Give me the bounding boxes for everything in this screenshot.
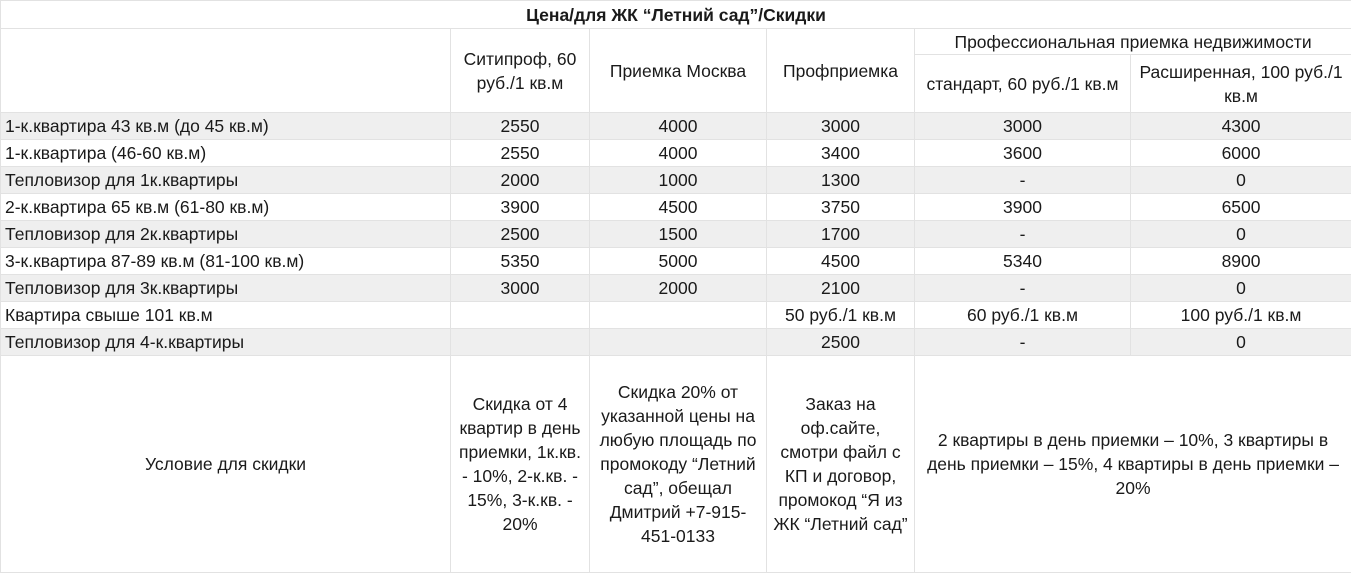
group-header-professional[interactable]: Профессиональная приемка недвижимости: [915, 29, 1351, 55]
table-cell[interactable]: [451, 329, 590, 356]
title-row: [1, 1, 1351, 29]
table-row: [1, 302, 1351, 329]
table-title[interactable]: Цена/для ЖК “Летний сад”/Скидки: [1, 1, 1351, 29]
discount-sitiprof[interactable]: Скидка от 4 квартир в день приемки, 1к.кв. - 10%, 2-к.кв. - 15%, 3-к.кв. - 20%: [451, 356, 590, 573]
col-header-sitiprof[interactable]: Ситипроф, 60 руб./1 кв.м: [451, 29, 590, 113]
row-label[interactable]: Тепловизор для 4-к.квартиры: [1, 329, 451, 356]
table-cell[interactable]: 2100: [767, 275, 915, 302]
table-cell[interactable]: 5000: [590, 248, 767, 275]
table-cell[interactable]: 3000: [451, 275, 590, 302]
col-header-standard[interactable]: стандарт, 60 руб./1 кв.м: [915, 55, 1131, 113]
table-row: [1, 113, 1351, 140]
table-cell[interactable]: 1300: [767, 167, 915, 194]
table-cell[interactable]: 5340: [915, 248, 1131, 275]
discount-professional[interactable]: 2 квартиры в день приемки – 10%, 3 квартиры в день приемки – 15%, 4 квартиры в день приемки – 20%: [915, 356, 1351, 573]
table-cell[interactable]: 0: [1131, 275, 1351, 302]
row-label[interactable]: Тепловизор для 1к.квартиры: [1, 167, 451, 194]
table-row: [1, 248, 1351, 275]
table-cell[interactable]: 4000: [590, 113, 767, 140]
row-label[interactable]: Тепловизор для 2к.квартиры: [1, 221, 451, 248]
table-cell[interactable]: 0: [1131, 167, 1351, 194]
table-cell[interactable]: -: [915, 167, 1131, 194]
table-cell[interactable]: 2550: [451, 113, 590, 140]
table-cell[interactable]: 2000: [451, 167, 590, 194]
table-cell[interactable]: 6500: [1131, 194, 1351, 221]
table-cell[interactable]: 2500: [767, 329, 915, 356]
table-cell[interactable]: 2500: [451, 221, 590, 248]
group-header-row: [1, 29, 1351, 55]
table-row: [1, 140, 1351, 167]
table-cell[interactable]: 3600: [915, 140, 1131, 167]
table-cell[interactable]: [590, 302, 767, 329]
col-header-priemka-moskva[interactable]: Приемка Москва: [590, 29, 767, 113]
table-cell[interactable]: 1500: [590, 221, 767, 248]
col-header-profpriemka[interactable]: Профприемка: [767, 29, 915, 113]
table-cell[interactable]: 1700: [767, 221, 915, 248]
table-cell[interactable]: 60 руб./1 кв.м: [915, 302, 1131, 329]
table-cell[interactable]: 8900: [1131, 248, 1351, 275]
table-cell[interactable]: 3000: [915, 113, 1131, 140]
table-cell[interactable]: 4500: [590, 194, 767, 221]
table-row: [1, 167, 1351, 194]
row-label[interactable]: Тепловизор для 3к.квартиры: [1, 275, 451, 302]
header-blank-cell[interactable]: [1, 29, 451, 113]
row-label[interactable]: Квартира свыше 101 кв.м: [1, 302, 451, 329]
table-cell[interactable]: -: [915, 329, 1131, 356]
table-cell[interactable]: 0: [1131, 329, 1351, 356]
table-cell[interactable]: [590, 329, 767, 356]
table-cell[interactable]: 4500: [767, 248, 915, 275]
table-cell[interactable]: 6000: [1131, 140, 1351, 167]
table-cell[interactable]: 4300: [1131, 113, 1351, 140]
table-cell[interactable]: 5350: [451, 248, 590, 275]
table-cell[interactable]: 100 руб./1 кв.м: [1131, 302, 1351, 329]
table-cell[interactable]: 1000: [590, 167, 767, 194]
col-header-extended[interactable]: Расширенная, 100 руб./1 кв.м: [1131, 55, 1351, 113]
table-cell[interactable]: 50 руб./1 кв.м: [767, 302, 915, 329]
table-row: [1, 329, 1351, 356]
table-cell[interactable]: 3400: [767, 140, 915, 167]
table-cell[interactable]: 3900: [915, 194, 1131, 221]
table-cell[interactable]: -: [915, 221, 1131, 248]
table-cell[interactable]: 3000: [767, 113, 915, 140]
table-cell[interactable]: 2000: [590, 275, 767, 302]
table-cell[interactable]: [451, 302, 590, 329]
discount-label[interactable]: Условие для скидки: [1, 356, 451, 573]
table-cell[interactable]: 4000: [590, 140, 767, 167]
discount-row: [1, 356, 1351, 573]
table-cell[interactable]: -: [915, 275, 1131, 302]
row-label[interactable]: 2-к.квартира 65 кв.м (61-80 кв.м): [1, 194, 451, 221]
row-label[interactable]: 3-к.квартира 87-89 кв.м (81-100 кв.м): [1, 248, 451, 275]
table-cell[interactable]: 0: [1131, 221, 1351, 248]
table-row: [1, 221, 1351, 248]
table-cell[interactable]: 3750: [767, 194, 915, 221]
price-table-body: [1, 1, 1351, 573]
discount-priemka-moskva[interactable]: Скидка 20% от указанной цены на любую площадь по промокоду “Летний сад”, обещал Дмитрий +7-915-451-0133: [590, 356, 767, 573]
row-label[interactable]: 1-к.квартира (46-60 кв.м): [1, 140, 451, 167]
table-cell[interactable]: 2550: [451, 140, 590, 167]
table-row: [1, 275, 1351, 302]
row-label[interactable]: 1-к.квартира 43 кв.м (до 45 кв.м): [1, 113, 451, 140]
discount-profpriemka[interactable]: Заказ на оф.сайте, смотри файл с КП и договор, промокод “Я из ЖК “Летний сад”: [767, 356, 915, 573]
table-cell[interactable]: 3900: [451, 194, 590, 221]
table-row: [1, 194, 1351, 221]
